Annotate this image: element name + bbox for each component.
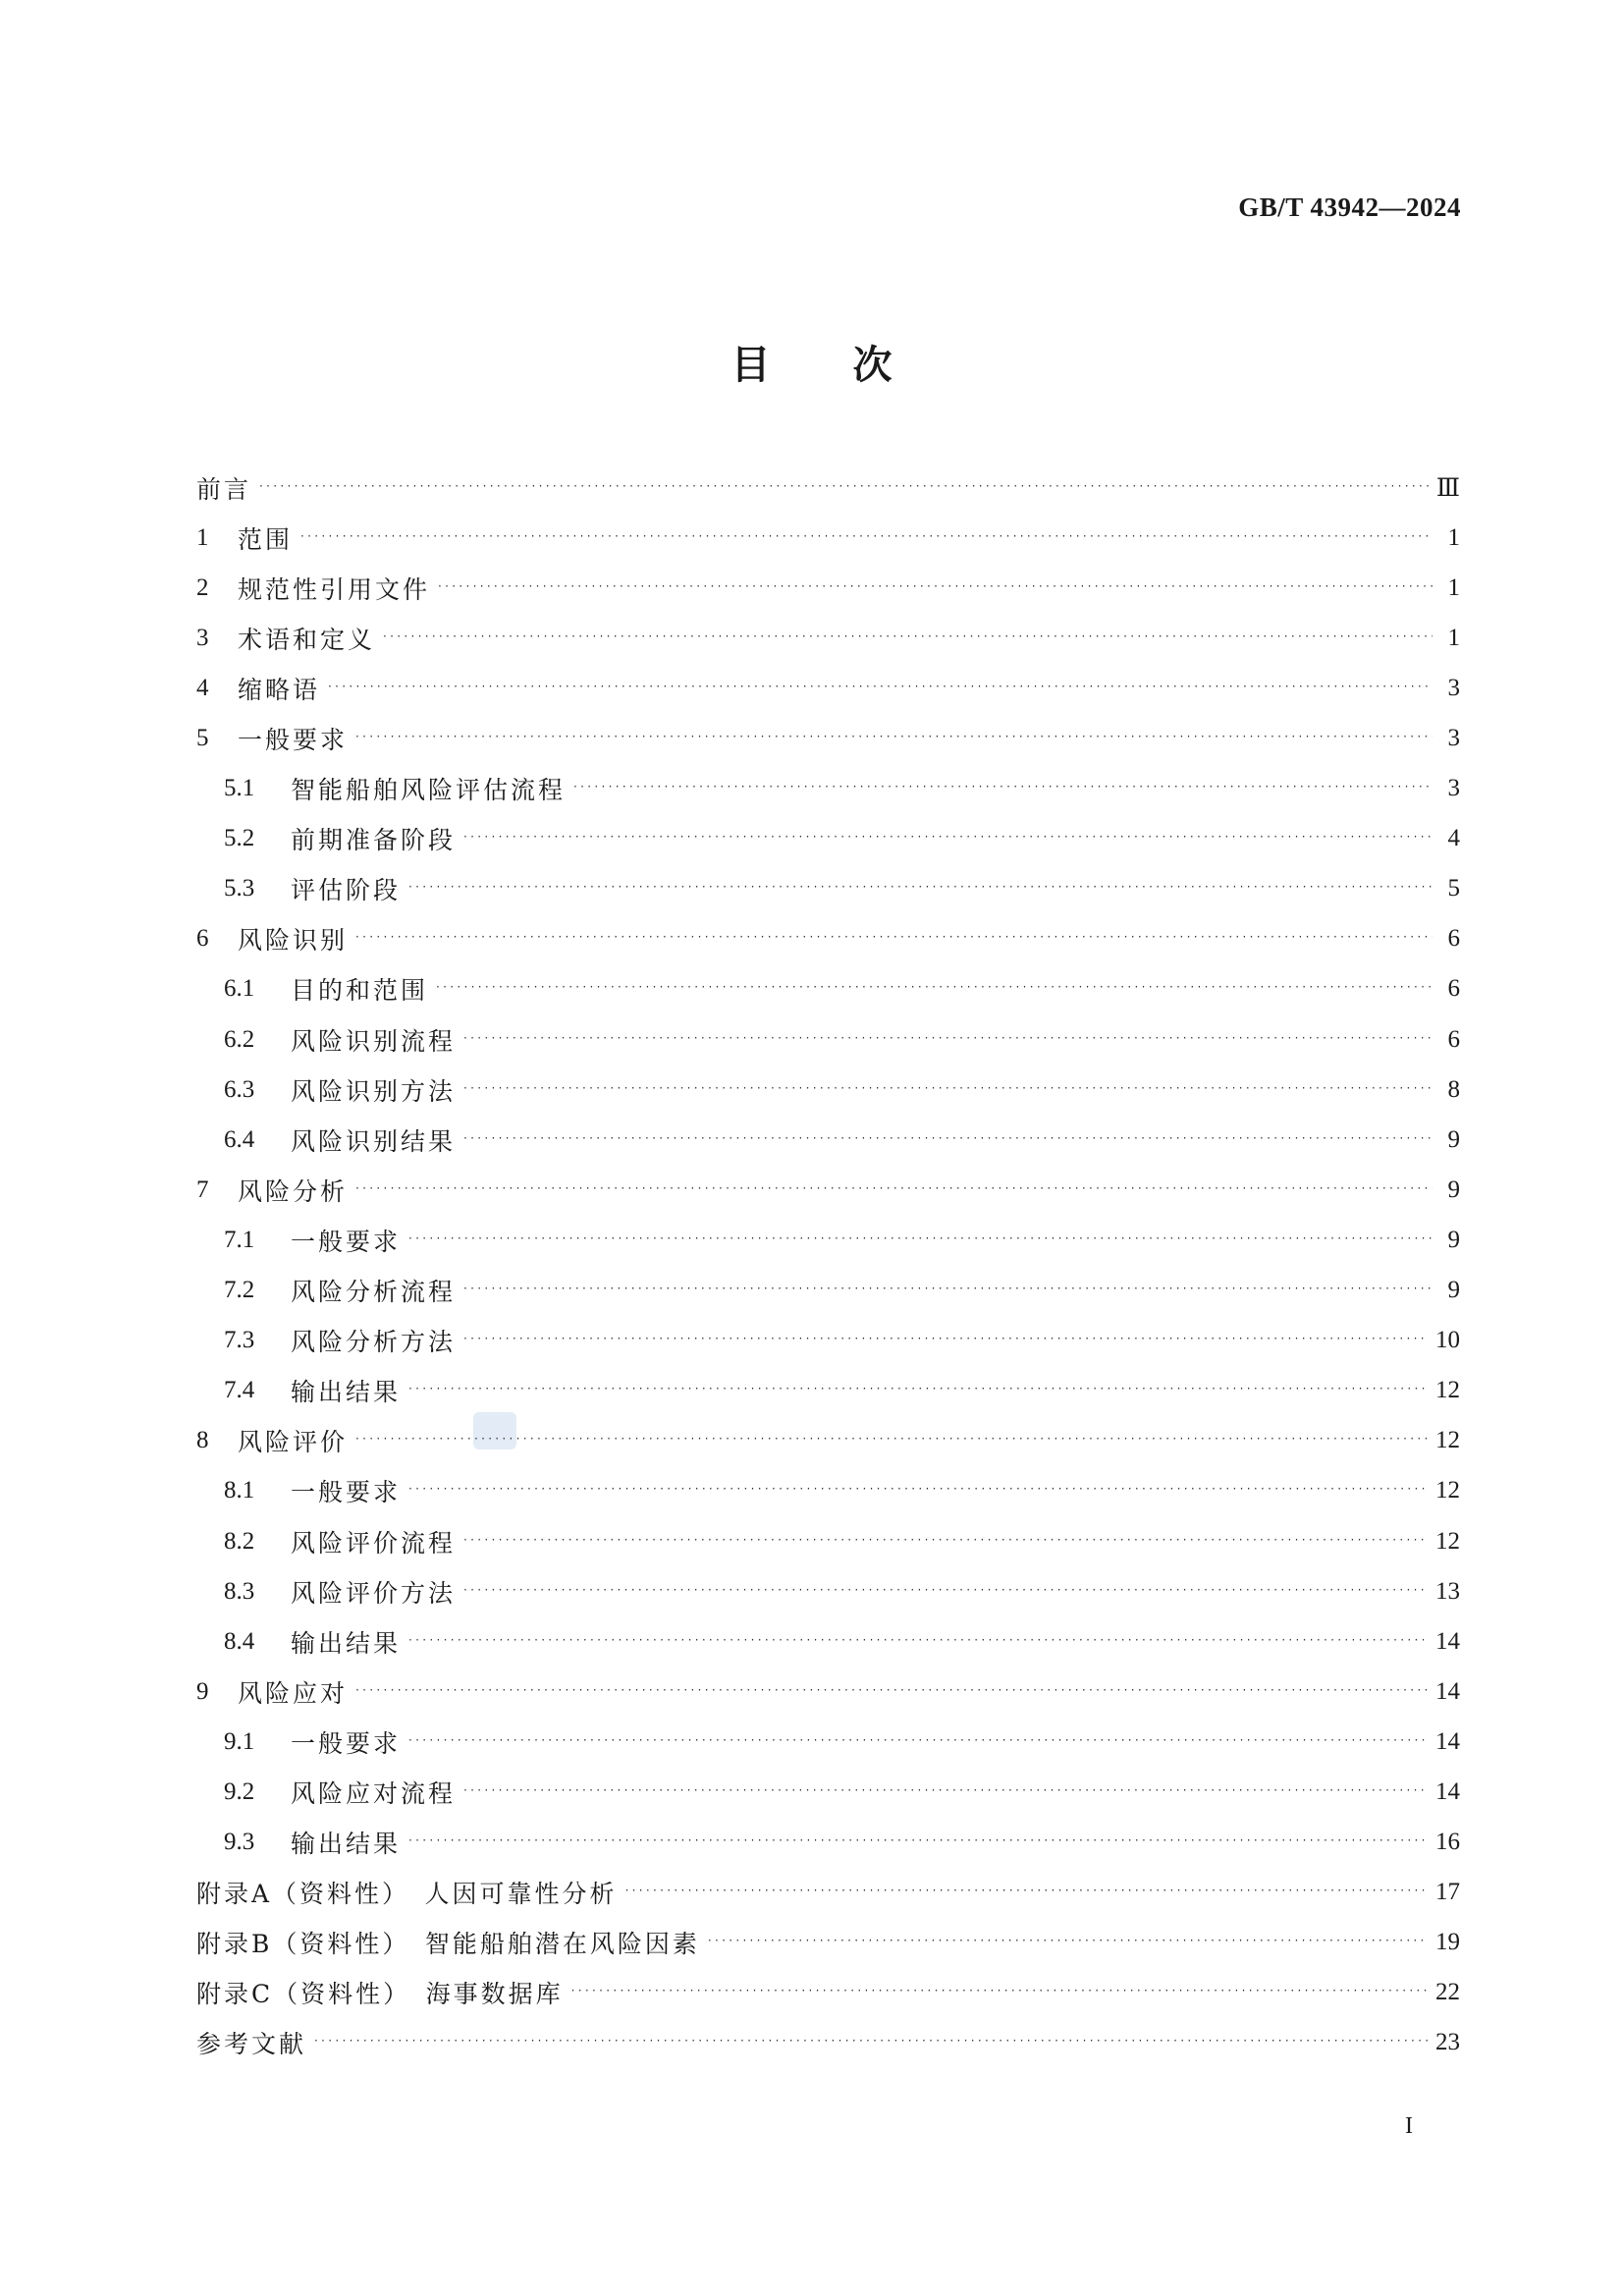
dot-leader [314,2034,1428,2048]
toc-entry-page: 6 [1447,925,1460,953]
toc-entry[interactable] [196,1516,1460,1566]
toc-entry-label: 风险识别方法 [291,1076,457,1106]
toc-entry-label: 评估阶段 [291,876,402,905]
toc-entry-number: 7.3 [224,1327,255,1354]
dot-leader [463,1583,1428,1597]
toc-entry-page: 12 [1435,1477,1460,1504]
toc-entry-page: 4 [1447,825,1460,852]
dot-leader [463,1332,1428,1345]
toc-entry-page: 14 [1435,1627,1460,1655]
dot-leader [438,579,1433,593]
toc-entry-number: 6.3 [224,1075,255,1103]
toc-entry-label: 风险分析流程 [291,1278,457,1307]
dot-leader [463,1282,1433,1295]
toc-entry[interactable] [196,1667,1460,1717]
toc-entry-page: 12 [1435,1377,1460,1404]
toc-entry-label: 附录B（资料性） 智能船舶潜在风险因素 [196,1930,700,1959]
toc-entry[interactable] [196,613,1460,663]
toc-entry-page: 23 [1435,2029,1460,2056]
toc-entry-page: 6 [1447,1025,1460,1053]
dot-leader [463,1533,1428,1547]
toc-entry-number: 8.3 [224,1577,255,1605]
toc-entry-page: 14 [1435,1727,1460,1755]
toc-entry-number: 7 [196,1175,209,1203]
toc-entry-label: 规范性引用文件 [238,574,431,604]
toc-entry-label: 参考文献 [196,2030,307,2059]
toc-entry[interactable] [196,1266,1460,1316]
toc-entry-number: 5.3 [224,875,255,902]
toc-entry-label: 输出结果 [291,1628,402,1658]
toc-entry-page: 12 [1435,1427,1460,1454]
dot-leader [463,1131,1433,1145]
toc-entry-number: 1 [196,523,209,551]
toc-entry[interactable] [196,663,1460,713]
toc-entry-page: 6 [1447,975,1460,1003]
dot-leader [708,1934,1428,1947]
dot-leader [355,930,1433,944]
toc-entry-label: 风险评价方法 [291,1578,457,1608]
toc-entry[interactable] [196,1566,1460,1616]
dot-leader [625,1884,1428,1897]
toc-entry[interactable] [196,1366,1460,1416]
toc-entry-label: 风险分析方法 [291,1328,457,1357]
toc-entry-page: 14 [1435,1677,1460,1705]
toc-entry-number: 8 [196,1427,209,1454]
toc-entry[interactable] [196,463,1460,513]
toc-entry[interactable] [196,563,1460,613]
toc-entry-number: 9 [196,1677,209,1705]
toc-entry-label: 附录C（资料性） 海事数据库 [196,1980,564,2009]
dot-leader [259,479,1429,493]
dot-leader [408,1482,1428,1496]
toc-entry-label: 风险应对 [238,1678,349,1708]
toc-entry-page: 8 [1447,1075,1460,1103]
toc-entry[interactable] [196,964,1460,1014]
toc-entry[interactable] [196,764,1460,814]
toc-entry-page: 22 [1435,1979,1460,2006]
toc-entry[interactable] [196,2018,1460,2068]
toc-entry-number: 8.2 [224,1527,255,1555]
toc-entry[interactable] [196,1868,1460,1918]
toc-entry[interactable] [196,1818,1460,1868]
dot-leader [355,1683,1428,1697]
toc-entry[interactable] [196,1065,1460,1115]
toc-entry[interactable] [196,1767,1460,1817]
dot-leader [355,1432,1428,1446]
toc-entry[interactable] [196,1215,1460,1265]
toc-entry[interactable] [196,1466,1460,1516]
toc-entry[interactable] [196,1316,1460,1366]
toc-entry-page: 9 [1447,1125,1460,1153]
toc-entry-label: 目的和范围 [291,976,429,1006]
toc-entry-page: 19 [1435,1929,1460,1956]
toc-entry-label: 风险识别 [238,926,349,956]
toc-entry-label: 风险识别流程 [291,1026,457,1056]
toc-entry-number: 2 [196,574,209,601]
toc-entry[interactable] [196,1616,1460,1667]
dot-leader [573,780,1433,793]
toc-entry[interactable] [196,1918,1460,1968]
footer-page-number: I [1405,2113,1413,2139]
dot-leader [355,730,1433,743]
toc-entry-label: 前言 [196,474,252,504]
dot-leader [571,1984,1428,1997]
toc-entry-number: 7.1 [224,1226,255,1253]
toc-entry-page: 1 [1447,574,1460,601]
dot-leader [463,1081,1433,1095]
toc-entry-label: 风险应对流程 [291,1778,457,1808]
dot-leader [463,830,1433,844]
toc-entry-number: 6.1 [224,975,255,1003]
toc-entry-page: 5 [1447,875,1460,902]
toc-entry[interactable] [196,1717,1460,1767]
toc-entry-number: 6.2 [224,1025,255,1053]
toc-entry-number: 9.1 [224,1727,255,1755]
toc-entry-label: 智能船舶风险评估流程 [291,776,567,805]
toc-entry-page: 14 [1435,1777,1460,1805]
toc-entry-label: 风险评价流程 [291,1528,457,1558]
toc-entry-label: 范围 [238,524,294,554]
toc-entry-page: 10 [1435,1327,1460,1354]
dot-leader [408,1733,1428,1747]
toc-entry-number: 4 [196,674,209,701]
toc-entry-label: 缩略语 [238,675,321,704]
toc-entry-label: 前期准备阶段 [291,826,457,855]
toc-entry-number: 6.4 [224,1125,255,1153]
page-title: 目次 [730,343,975,388]
dot-leader [408,1633,1428,1647]
toc-entry-page: 12 [1435,1527,1460,1555]
toc-entry-page: 1 [1447,523,1460,551]
toc-entry-label: 输出结果 [291,1378,402,1407]
toc-entry[interactable] [196,914,1460,964]
toc-entry-number: 5.1 [224,775,255,802]
dot-leader [408,1231,1433,1245]
toc-entry-number: 3 [196,624,209,651]
toc-entry-page: 9 [1447,1277,1460,1304]
dot-leader [463,1783,1428,1797]
toc-entry[interactable] [196,1165,1460,1215]
toc-entry-label: 风险识别结果 [291,1126,457,1156]
toc-entry-label: 输出结果 [291,1830,402,1859]
toc-entry-number: 9.3 [224,1829,255,1856]
toc-entry-number: 7.2 [224,1277,255,1304]
toc-entry-label: 一般要求 [291,1478,402,1507]
toc-entry-page: 17 [1435,1879,1460,1906]
toc-entry-label: 附录A（资料性） 人因可靠性分析 [196,1880,618,1909]
toc-entry-label: 一般要求 [291,1227,402,1256]
toc-entry[interactable] [196,864,1460,914]
dot-leader [328,680,1433,693]
toc-entry-label: 风险分析 [238,1176,349,1206]
toc-entry-page: Ⅲ [1435,474,1460,502]
toc-entry-page: 9 [1447,1175,1460,1203]
toc-entry-label: 一般要求 [238,726,349,755]
toc-entry-number: 9.2 [224,1777,255,1805]
toc-entry-number: 5.2 [224,825,255,852]
toc-entry-label: 术语和定义 [238,625,376,654]
toc-entry-page: 3 [1447,674,1460,701]
dot-leader [383,629,1433,643]
toc-entry[interactable] [196,513,1460,563]
toc-entry-number: 5 [196,725,209,752]
toc-entry-page: 16 [1435,1829,1460,1856]
toc-entry-number: 8.4 [224,1627,255,1655]
dot-leader [300,529,1433,543]
toc-entry[interactable] [196,713,1460,763]
toc-entry-page: 3 [1447,725,1460,752]
toc-entry-label: 风险评价 [238,1428,349,1457]
dot-leader [463,1031,1433,1045]
table-of-contents [196,463,1460,2068]
toc-entry[interactable] [196,1014,1460,1065]
dot-leader [355,1181,1433,1195]
toc-entry-number: 7.4 [224,1377,255,1404]
toc-entry-label: 一般要求 [291,1728,402,1758]
toc-entry[interactable] [196,1115,1460,1165]
toc-entry[interactable] [196,1968,1460,2018]
dot-leader [408,1833,1428,1847]
toc-entry-page: 1 [1447,624,1460,651]
standard-number: GB/T 43942—2024 [1238,192,1461,222]
toc-entry-page: 3 [1447,775,1460,802]
dot-leader [408,880,1433,894]
toc-entry-page: 13 [1435,1577,1460,1605]
dot-leader [436,980,1433,994]
toc-entry-number: 8.1 [224,1477,255,1504]
toc-entry-number: 6 [196,925,209,953]
toc-entry-page: 9 [1447,1226,1460,1253]
toc-entry[interactable] [196,814,1460,864]
dot-leader [408,1382,1428,1395]
toc-entry[interactable] [196,1416,1460,1466]
